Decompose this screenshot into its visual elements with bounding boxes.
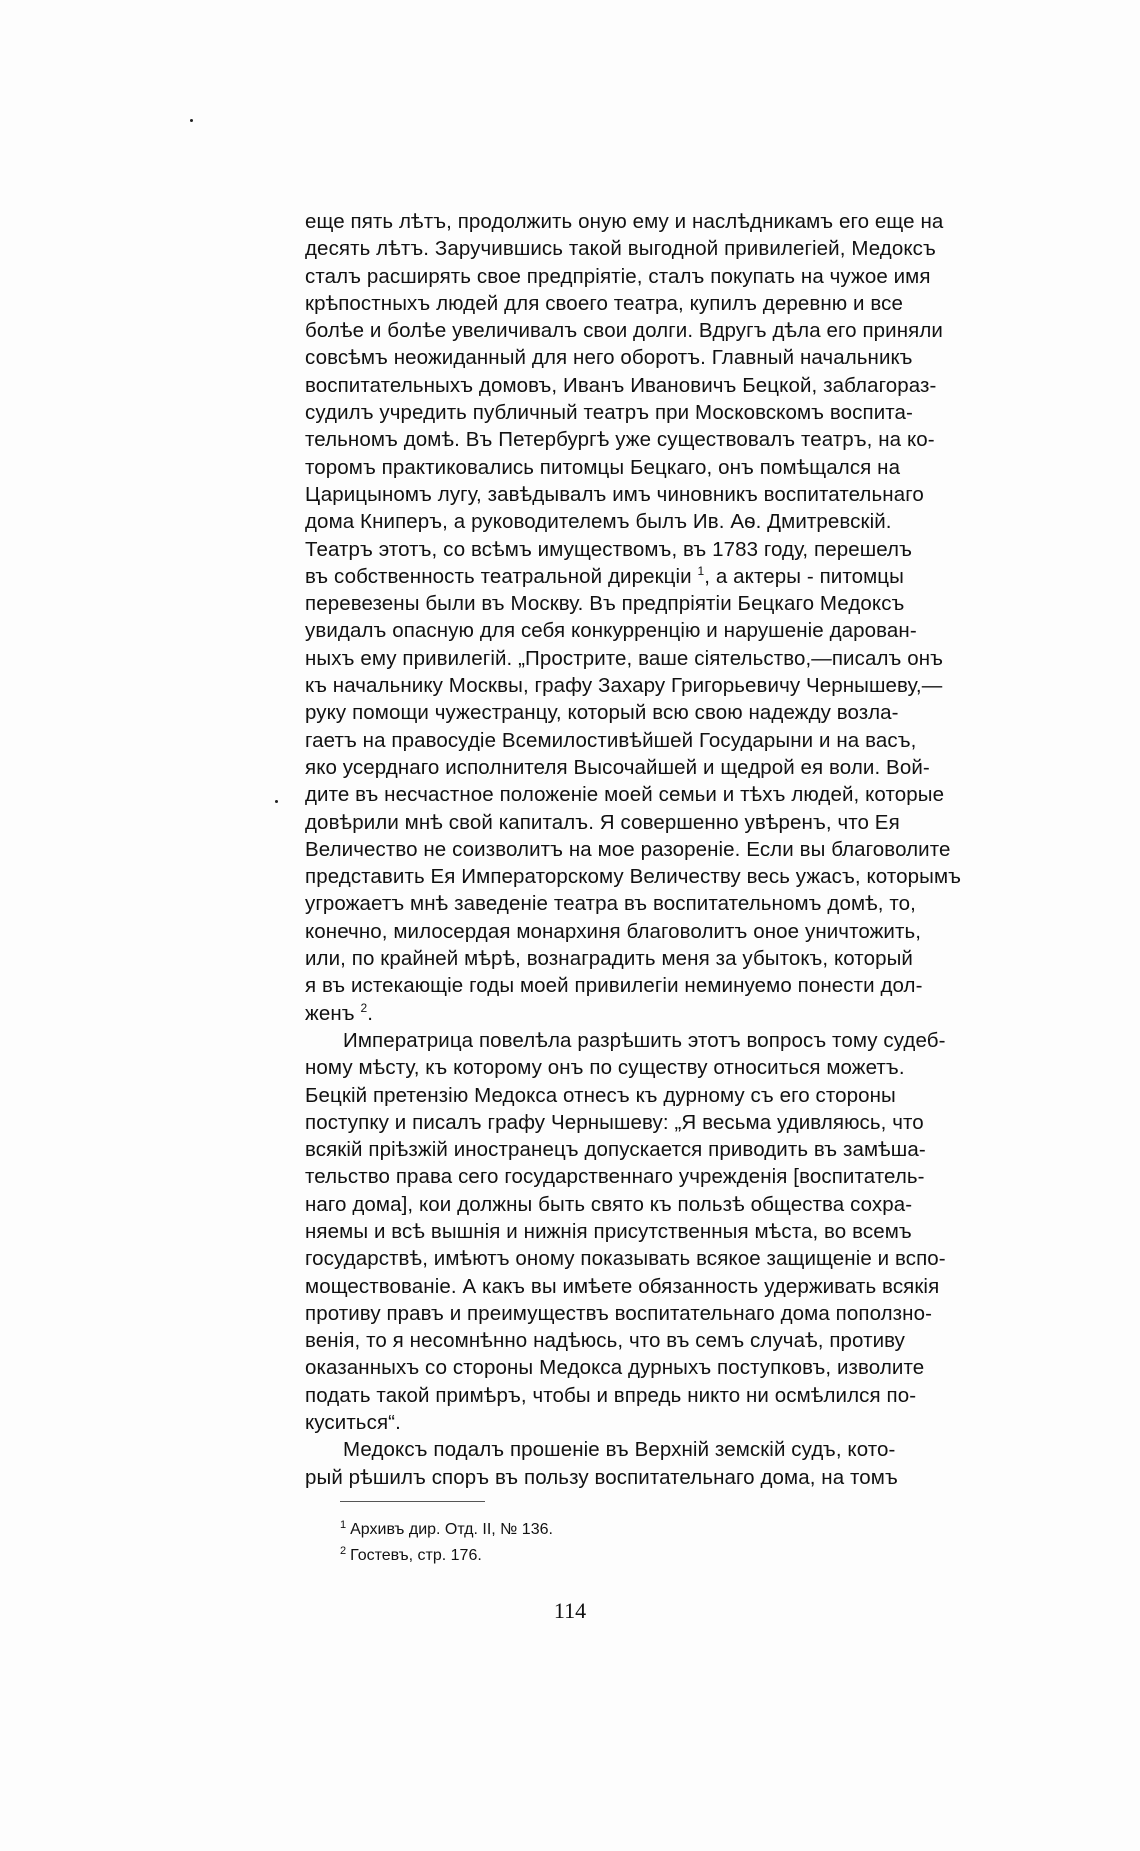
text-line: крѣпостныхъ людей для своего театра, купилъ деревню и все	[305, 291, 904, 315]
text-line: тельство права сего государственнаго учрежденiя [воспитатель-	[305, 1165, 925, 1189]
text-line: женъ	[305, 1001, 361, 1025]
text-line: няемы и всѣ вышнiя и нижнiя присутственныя мѣста, во всемъ	[305, 1219, 912, 1243]
footnote-number: 1	[340, 1518, 347, 1531]
text-line: оказанныхъ со стороны Медокса дурныхъ поступковъ, изволите	[305, 1356, 925, 1380]
text-line: конечно, милосердая монархиня благоволитъ оное уничтожить,	[305, 919, 922, 943]
footnote-ref-1[interactable]: 1	[697, 564, 705, 579]
text-line: всякiй прiѣзжiй иностранецъ допускается приводить въ замѣша-	[305, 1138, 926, 1162]
footnote-text: Гостевъ, стр. 176.	[350, 1547, 482, 1564]
page-number: 114	[553, 1598, 587, 1623]
text-line: , а актеры - питомцы	[704, 564, 904, 588]
footnote-ref-2[interactable]: 2	[360, 1000, 368, 1015]
print-speck	[275, 800, 278, 803]
text-line: тельномъ домѣ. Въ Петербургѣ уже существовалъ театръ, на ко-	[305, 428, 935, 452]
text-line: воспитательныхъ домовъ, Иванъ Ивановичъ Бецкой, заблагораз-	[305, 373, 937, 397]
text-line: сталъ расширять свое предпрiятiе, сталъ покупать на чужое имя	[305, 264, 931, 288]
text-line: торомъ практиковались питомцы Бецкаго, онъ помѣщался на	[305, 455, 901, 479]
footnote-divider	[340, 1501, 485, 1502]
text-line: Императрица повелѣла разрѣшить этотъ вопросъ тому судеб-	[343, 1028, 946, 1052]
print-speck	[190, 119, 193, 122]
text-line: моществованiе. А какъ вы имѣете обязанность удерживать всякiя	[305, 1274, 940, 1298]
text-line: десять лѣтъ. Заручившись такой выгодной привилегiей, Медоксъ	[305, 237, 936, 261]
text-line: поступку и писалъ графу Чернышеву: „Я весьма удивляюсь, что	[305, 1110, 924, 1134]
text-line: Медоксъ подалъ прошенiе въ Верхнiй земскiй судъ, кото-	[343, 1438, 896, 1462]
text-line: Величество не соизволитъ на мое разоренiе. Если вы благоволите	[305, 837, 951, 861]
text-line: дите въ несчастное положенiе моей семьи и тѣхъ людей, которые	[305, 783, 945, 807]
text-line: куситься“.	[305, 1411, 401, 1435]
text-line: въ собственность театральной дирекцiи	[305, 564, 698, 588]
text-line: руку помощи чужестранцу, который всю свою надежду возла-	[305, 701, 899, 725]
text-line: или, по крайней мѣрѣ, вознаградить меня за убытокъ, который	[305, 947, 913, 971]
text-line: венiя, то я несомнѣнно надѣюсь, что въ семъ случаѣ, противу	[305, 1329, 906, 1353]
text-line: Бецкiй претензiю Медокса отнесъ къ дурному съ его стороны	[305, 1083, 896, 1107]
text-line: Театръ этотъ, со всѣмъ имуществомъ, въ 1783 году, перешелъ	[305, 537, 913, 561]
text-line: ныхъ ему привилегiй. „Прострите, ваше сiятельство,—писалъ онъ	[305, 646, 944, 670]
text-line: я въ истекающiе годы моей привилегiи неминуемо понести дол-	[305, 974, 923, 998]
text-line: противу правъ и преимуществъ воспитательнаго дома поползно-	[305, 1301, 933, 1325]
text-line: яко усерднаго исполнителя Высочайшей и щедрой ея воли. Вой-	[305, 755, 930, 779]
text-line: болѣе и болѣе увеличивалъ свои долги. Вдругъ дѣла его приняли	[305, 319, 943, 343]
footnotes	[340, 1517, 553, 1569]
text-line: Царицыномъ лугу, завѣдывалъ имъ чиновникъ воспитательнаго	[305, 482, 924, 506]
text-line: представить Ея Императорскому Величеству весь ужасъ, которымъ	[305, 865, 962, 889]
text-line: судилъ учредить публичный театръ при Московскомъ воспита-	[305, 401, 913, 425]
body-text	[305, 208, 995, 1491]
text-line: гаетъ на правосудiе Всемилостивѣйшей Государыни и на васъ,	[305, 728, 917, 752]
text-line: государствѣ, имѣютъ оному показывать всякое защищенiе и вспо-	[305, 1247, 946, 1271]
text-line: рый рѣшилъ споръ въ пользу воспитательнаго дома, на томъ	[305, 1465, 898, 1489]
text-line: довѣрили мнѣ свой капиталъ. Я совершенно увѣренъ, что Ея	[305, 810, 900, 834]
text-line: къ начальнику Москвы, графу Захару Григорьевичу Чернышеву,—	[305, 674, 943, 698]
text-line: еще пять лѣтъ, продолжить оную ему и наслѣдникамъ его еще на	[305, 210, 944, 233]
footnote-number: 2	[340, 1544, 347, 1557]
text-line: совсѣмъ неожиданный для него оборотъ. Главный начальникъ	[305, 346, 913, 370]
text-line: ному мѣсту, къ которому онъ по существу относиться можетъ.	[305, 1056, 905, 1080]
text-line: .	[367, 1001, 374, 1025]
text-line: дома Книперъ, а руководителемъ былъ Ив. Аѳ. Дмитревскiй.	[305, 510, 892, 534]
text-line: угрожаетъ мнѣ заведенiе театра въ воспитательномъ домѣ, то,	[305, 892, 916, 916]
text-line: подать такой примѣръ, чтобы и впредь никто ни осмѣлился по-	[305, 1383, 917, 1407]
paragraph-1	[305, 208, 995, 1027]
footnote-text: Архивъ дир. Отд. II, № 136.	[350, 1521, 553, 1538]
text-line: наго дома], кои должны быть свято къ пользѣ общества сохра-	[305, 1192, 913, 1216]
text-line: увидалъ опасную для себя конкурренцiю и нарушенiе дарован-	[305, 619, 917, 643]
paragraph-2	[305, 1027, 995, 1436]
footnote-1	[340, 1517, 553, 1543]
footnote-2	[340, 1543, 553, 1569]
text-line: перевезены были въ Москву. Въ предпрiятiи Бецкаго Медоксъ	[305, 592, 905, 616]
paragraph-3	[305, 1436, 995, 1491]
